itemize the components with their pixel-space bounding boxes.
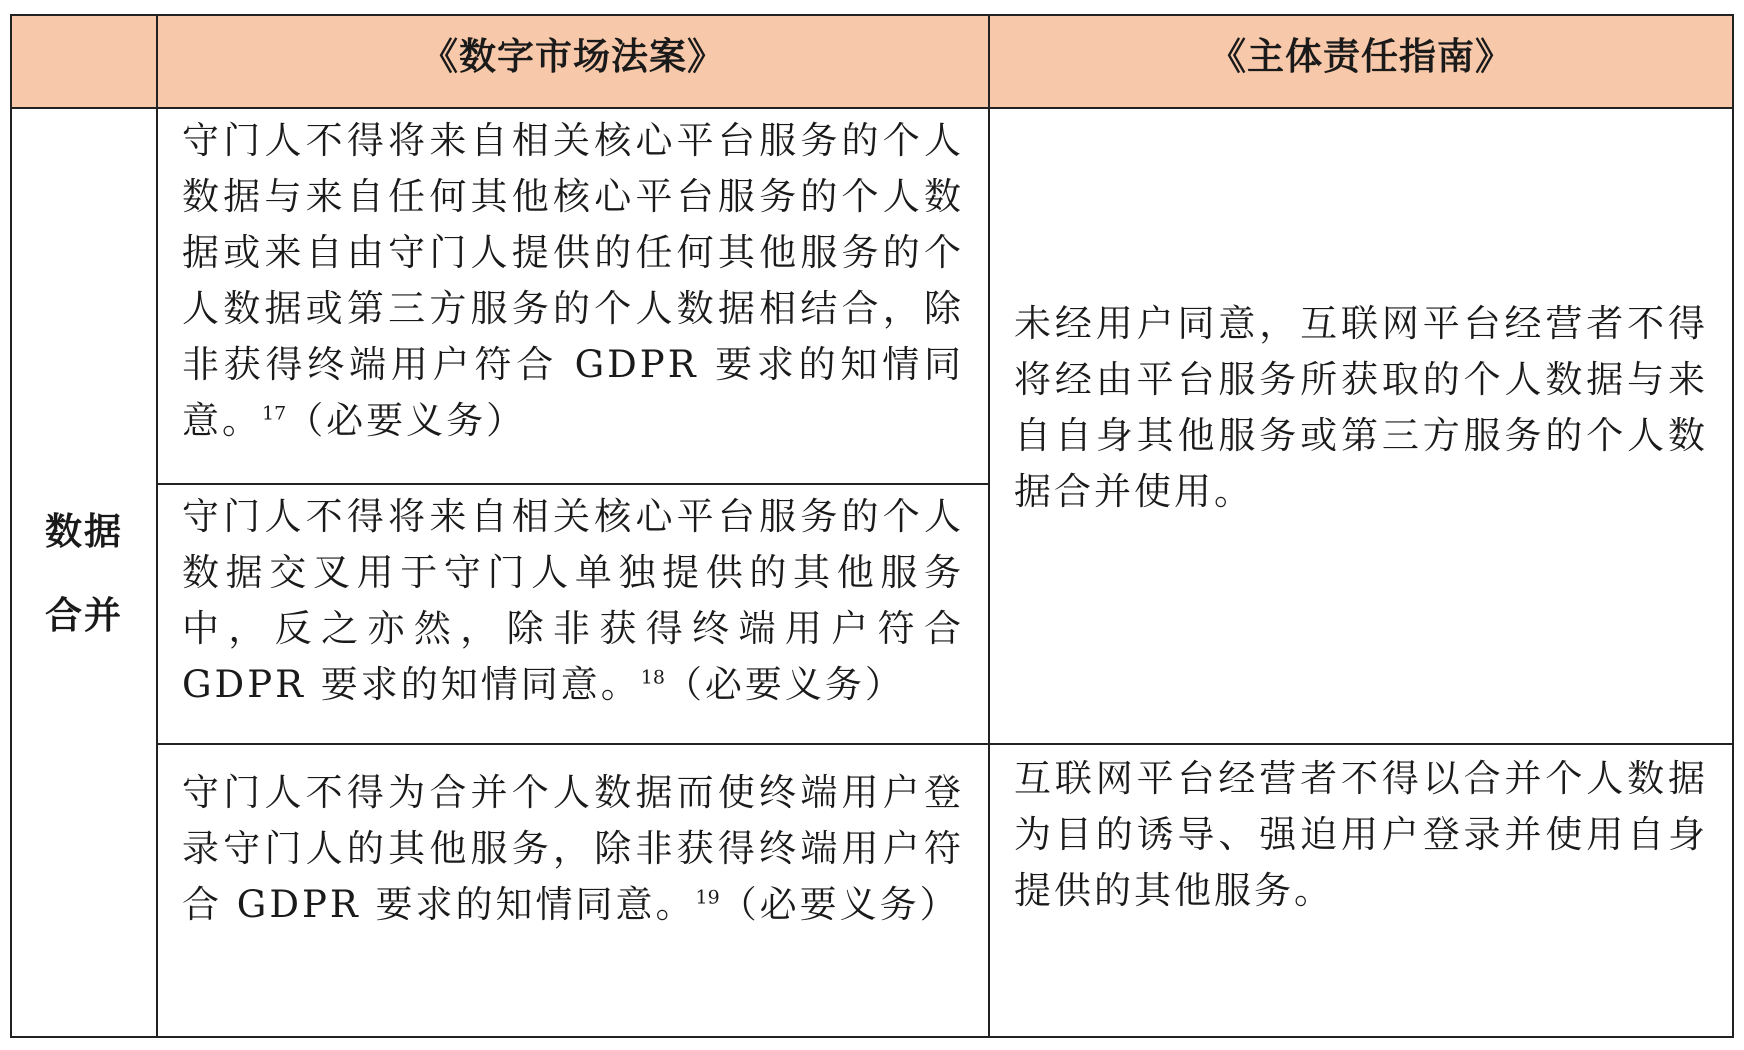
row-label-data-merge	[11, 108, 157, 1037]
clause-suffix: （必要义务）	[719, 883, 960, 926]
row-label-line: 合并	[45, 592, 123, 637]
header-dma: 《数字市场法案》	[157, 15, 989, 108]
comparison-table	[10, 14, 1734, 1038]
footnote-ref: 18	[640, 666, 665, 689]
clause-suffix: （必要义务）	[664, 663, 905, 706]
table-row	[11, 108, 1733, 484]
header-guideline: 《主体责任指南》	[989, 15, 1733, 108]
header-empty-cell	[11, 15, 157, 108]
row-label-line: 数据	[45, 508, 123, 553]
header-row	[11, 15, 1733, 108]
footnote-ref: 19	[695, 886, 720, 909]
clause-text: 守门人不得为合并个人数据而使终端用户登录守门人的其他服务，除非获得终端用户符合 GDPR 要求的知情同意。	[182, 771, 964, 926]
clause-text: 守门人不得将来自相关核心平台服务的个人数据与来自任何其他核心平台服务的个人数据或来自由守门人提供的任何其他服务的个人数据或第三方服务的个人数据相结合，除非获得终端用户符合 GDPR 要求的知情同意。	[182, 119, 964, 442]
dma-clause-3	[157, 744, 989, 1037]
guideline-clause-1: 未经用户同意，互联网平台经营者不得将经由平台服务所获取的个人数据与来自自身其他服务或第三方服务的个人数据合并使用。	[989, 108, 1733, 744]
footnote-ref: 17	[262, 402, 287, 425]
guideline-clause-2: 互联网平台经营者不得以合并个人数据为目的诱导、强迫用户登录并使用自身提供的其他服务。	[989, 744, 1733, 1037]
clause-suffix: （必要义务）	[286, 399, 527, 442]
dma-clause-2	[157, 484, 989, 744]
table-row	[11, 744, 1733, 1037]
clause-text: 守门人不得将来自相关核心平台服务的个人数据交叉用于守门人单独提供的其他服务中，反之亦然，除非获得终端用户符合 GDPR 要求的知情同意。	[182, 495, 964, 706]
dma-clause-1	[157, 108, 989, 484]
